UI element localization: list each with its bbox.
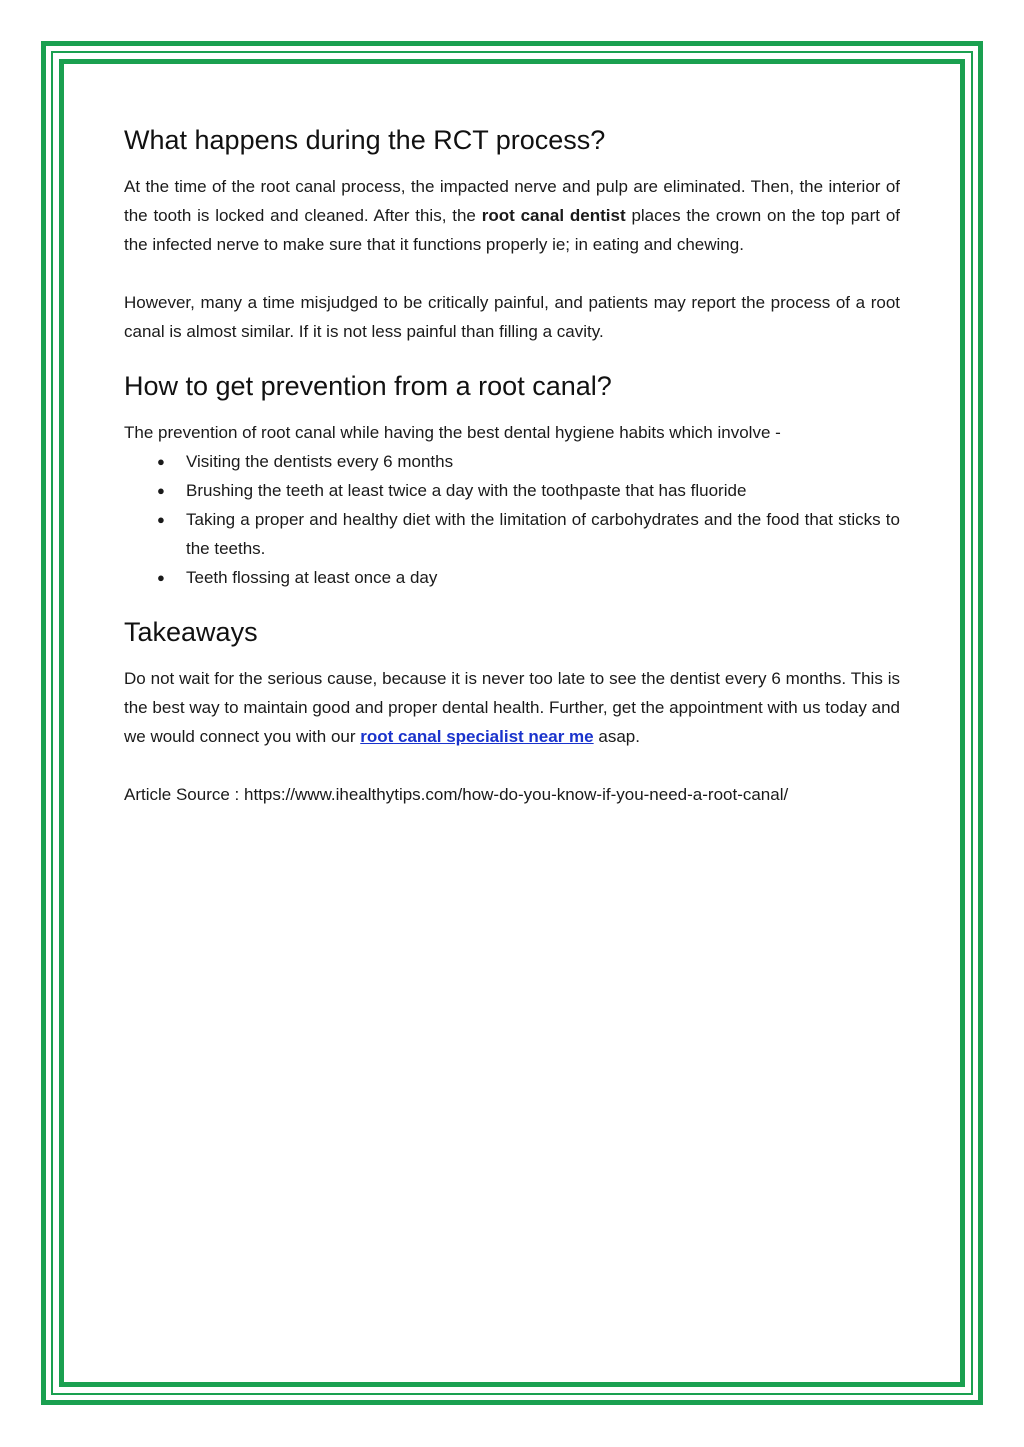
paragraph-text: asap. bbox=[593, 727, 640, 746]
list-item: ● Visiting the dentists every 6 months bbox=[124, 447, 900, 476]
heading-prevention: How to get prevention from a root canal? bbox=[124, 371, 612, 401]
bold-term-root-canal-dentist: root canal dentist bbox=[481, 206, 626, 225]
bullet-icon: ● bbox=[157, 454, 165, 469]
bullet-icon: ● bbox=[157, 483, 165, 498]
paragraph-pain: However, many a time misjudged to be critically painful, and patients may report the process of a root canal is almost similar. If it is not less painful than filling a cavity. bbox=[124, 293, 900, 341]
article-body bbox=[124, 122, 900, 809]
list-item: ● Taking a proper and healthy diet with the limitation of carbohydrates and the food that sticks to the teeths. bbox=[124, 505, 900, 563]
list-item: ● Brushing the teeth at least twice a day with the toothpaste that has fluoride bbox=[124, 476, 900, 505]
paragraph-rct-process bbox=[124, 172, 900, 259]
paragraph-text: places the crown on the top part of the infected nerve to make sure that it functions properly ie; in eating and chewing. bbox=[124, 206, 901, 254]
paragraph-prevention-intro: The prevention of root canal while having the best dental hygiene habits which involve - bbox=[124, 423, 781, 442]
paragraph-text: At the time of the root canal process, the impacted nerve and pulp are eliminated. Then, the interior of the tooth is locked and cleaned. After this, the bbox=[124, 177, 900, 225]
heading-takeaways: Takeaways bbox=[124, 617, 258, 647]
bullet-icon: ● bbox=[157, 570, 165, 585]
heading-rct-process: What happens during the RCT process? bbox=[124, 125, 606, 155]
prevention-list bbox=[124, 447, 900, 592]
bullet-icon: ● bbox=[157, 512, 165, 527]
paragraph-takeaways bbox=[124, 664, 900, 751]
article-source: Article Source : https://www.ihealthytips.com/how-do-you-know-if-you-need-a-root-canal/ bbox=[124, 785, 789, 804]
paragraph-text: Do not wait for the serious cause, because it is never too late to see the dentist every 6 months. This is the best way to maintain good and proper dental health. Further, get the appointment with us today and we would connect you with our bbox=[124, 669, 900, 746]
list-item: ● Teeth flossing at least once a day bbox=[124, 563, 900, 592]
root-canal-specialist-link[interactable]: root canal specialist near me bbox=[360, 727, 594, 746]
